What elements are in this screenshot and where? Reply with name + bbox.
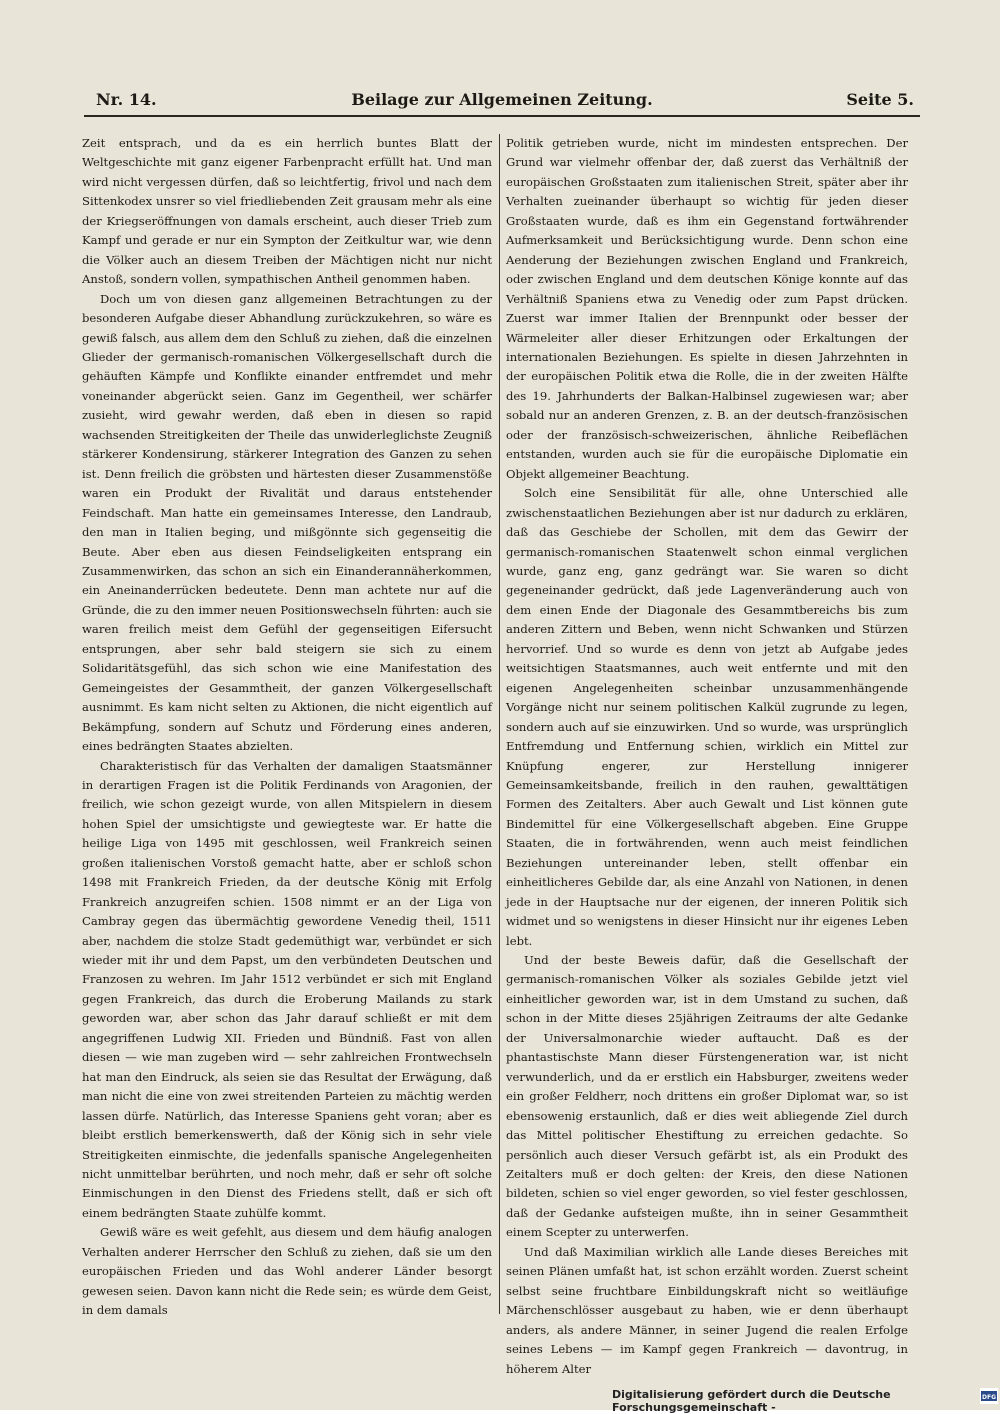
issue-number: Nr. 14.	[96, 90, 157, 109]
dfg-logo	[980, 1388, 998, 1404]
column-divider	[499, 134, 500, 1314]
paragraph: Und daß Maximilian wirklich alle Lande dieses Bereiches mit seinen Plänen umfaßt hat, ist schon erzählt worden. Zuerst scheint selbst seine fruchtbare Einbildungskraft nicht so weitläufige Märchenschlösser ausgebaut zu haben, wie er denn überhaupt anders, als andere Männer, in seiner Jugend die realen Erfolge seines Lebens — im Kampf gegen Frankreich — davontrug, in höherem Alter	[506, 1244, 908, 1376]
header-rule	[84, 115, 920, 117]
paragraph: Doch um von diesen ganz allgemeinen Betrachtungen zu der besonderen Aufgabe dieser Abhandlung zurückzukehren, so wäre es gewiß falsch, aus allem dem den Schluß zu ziehen, daß die einzelnen Glieder der germanisch-romanischen Völkergesellschaft durch die gehäuften Kämpfe und Konflikte einander entfremdet und mehr voneinander abgerückt seien. Ganz im Gegentheil, wer schärfer zusieht, wird gewahr werden, daß eben in diesen so rapid wachsenden Streitigkeiten der Theile das unwiderleglichste Zeugniß stärkerer Kondensirung, stärkerer Integration des Ganzen zu sehen ist. Denn freilich die gröbsten und härtesten dieser Zusammenstöße waren ein Produkt der Rivalität und daraus entstehender Feindschaft. Man hatte ein gemeinsames Interesse, den Landraub, den man in Italien beging, und mißgönnte sich gegenseitig die Beute. Aber eben aus diesen Feindseligkeiten entsprang ein Zusammenwirken, das schon an sich ein Einanderannäherkommen, ein Aneinanderrücken bedeutete. Denn man achtete nur auf die Gründe, die zu den immer neuen Positionswechseln führten: auch sie waren freilich meist dem Gefühl der gegenseitigen Eifersucht entsprungen, aber sehr bald steigern sie sich zu einem Solidaritätsgefühl, das sich schon wie eine Manifestation des Gemeingeistes der Gesammtheit, der ganzen Völkergesellschaft ausnimmt. Es kam nicht selten zu Aktionen, die nicht eigentlich auf Bekämpfung, sondern auf Schutz und Förderung eines anderen, eines bedrängten Staates abzielten.	[82, 291, 492, 754]
paragraph: Politik getrieben wurde, nicht im mindesten entsprechen. Der Grund war vielmehr offenbar der, daß zuerst das Verhältniß der europäischen Großstaaten zum italienischen Streit, später aber ihr Verhalten zueinander überhaupt so wichtig für jeden dieser Großstaaten wurde, daß es ihm ein Gegenstand fortwährender Aufmerksamkeit und Berücksichtigung wurde. Denn schon eine Aenderung der Beziehungen zwischen England und Frankreich, oder zwischen England und dem deutschen Könige konnte auf das Verhältniß Spaniens etwa zu Venedig oder zum Papst drücken. Zuerst war immer Italien der Brennpunkt oder besser der Wärmeleiter aller dieser Erhitzungen oder Erkaltungen der internationalen Beziehungen. Es spielte in diesen Jahrzehnten in der europäischen Politik etwa die Rolle, die in der zweiten Hälfte des 19. Jahrhunderts der Balkan-Halbinsel zugewiesen war; aber sobald nur an anderen Grenzen, z. B. an der deutsch-französischen oder der französisch-schweizerischen, ähnliche Reibeflächen entstanden, wurden auch sie für die europäische Diplomatie ein Objekt allgemeiner Beachtung.	[506, 136, 908, 481]
paragraph: Und der beste Beweis dafür, daß die Gesellschaft der germanisch-romanischen Völker als soziales Gebilde jetzt viel einheitlicher geworden war, ist in dem Umstand zu suchen, daß schon in der Mitte dieses 25jährigen Zeitraums der alte Gedanke der Universalmonarchie wieder auftaucht. Daß es der phantastischste Mann dieser Fürstengeneration war, ist nicht verwunderlich, und da er erstlich ein Habsburger, zweitens weder ein großer Feldherr, noch drittens ein großer Diplomat war, so ist ebensowenig erstaunlich, daß er dies weit abliegende Ziel durch das Mittel politischer Ehestiftung zu erreichen gedachte. So persönlich auch dieser Versuch gefärbt ist, als ein Produkt des Zeitalters muß er doch gelten: der Kreis, den diese Nationen bildeten, schien so viel enger geworden, so viel fester geschlossen, daß der Gedanke aufsteigen mußte, ihn in seiner Gesammtheit einem Scepter zu unterwerfen.	[506, 953, 908, 1240]
left-column	[82, 134, 492, 1318]
digitization-credit: Digitalisierung gefördert durch die Deutsche Forschungsgemeinschaft -	[612, 1388, 891, 1414]
right-column	[506, 134, 908, 1376]
page-number: Seite 5.	[846, 90, 914, 109]
paragraph: Charakteristisch für das Verhalten der damaligen Staatsmänner in derartigen Fragen ist die Politik Ferdinands von Aragonien, der freilich, wie schon gezeigt wurde, von allen Mitspielern in diesem hohen Spiel der umsichtigste und gewiegteste war. Er hatte die heilige Liga von 1495 mit geschlossen, weil Frankreich seinen großen italienischen Vorstoß gemacht hatte, aber er schloß schon 1498 mit Frankreich Frieden, da der deutsche König mit Erfolg Frankreich anzugreifen schien. 1508 nimmt er an der Liga von Cambray gegen das übermächtig gewordene Venedig theil, 1511 aber, nachdem die stolze Stadt gedemüthigt war, verbündet er sich wieder mit ihr und dem Papst, um den verbündeten Deutschen und Franzosen zu wehren. Im Jahr 1512 verbündet er sich mit England gegen Frankreich, das durch die Eroberung Mailands zu stark geworden war, aber schon das Jahr darauf schließt er mit dem angegriffenen Ludwig XII. Frieden und Bündniß. Fast von allen diesen — wie man zugeben wird — sehr zahlreichen Frontwechseln hat man den Eindruck, als seien sie das Resultat der Erwägung, daß man nicht die eine von zwei streitenden Parteien zu mächtig werden lassen dürfe. Natürlich, das Interesse Spaniens geht voran; aber es bleibt erstlich bemerkenswerth, daß der König sich in sehr viele Streitigkeiten einmischte, die jedenfalls spanische Angelegenheiten nicht unmittelbar berührten, und noch mehr, daß er sehr oft solche Einmischungen in den Dienst des Friedens stellt, daß er sich oft einem bedrängten Staate zuhülfe kommt.	[82, 758, 492, 1220]
paragraph: Zeit entsprach, und da es ein herrlich buntes Blatt der Weltgeschichte mit ganz eigener Farbenpracht erfüllt hat. Und man wird nicht vergessen dürfen, daß so leichtfertig, frivol und nach dem Sittenkodex unsrer so viel friedliebenden Zeit grausam mehr als eine der Kriegseröffnungen von damals erscheint, auch dieser Trieb zum Kampf und gerade er nur ein Sympton der Zeitkultur war, wie denn die Völker auch an diesem Treiben der Mächtigen nicht nur nicht Anstoß, sondern vollen, sympathischen Antheil genommen haben.	[82, 136, 492, 287]
publication-title: Beilage zur Allgemeinen Zeitung.	[351, 90, 653, 109]
paragraph: Gewiß wäre es weit gefehlt, aus diesem und dem häufig analogen Verhalten anderer Herrscher den Schluß zu ziehen, daß sie um den europäischen Frieden und das Wohl anderer Länder besorgt gewesen seien. Davon kann nicht die Rede sein; es würde dem Geist, in dem damals	[82, 1225, 492, 1318]
page-header	[84, 88, 920, 114]
paragraph: Solch eine Sensibilität für alle, ohne Unterschied alle zwischenstaatlichen Beziehungen aber ist nur dadurch zu erklären, daß das Geschiebe der Schollen, mit dem das Gewirr der germanisch-romanischen Staatenwelt schon einmal verglichen wurde, ganz eng, ganz gedrängt war. Sie waren so dicht gegeneinander gedrückt, daß jede Lagenveränderung auch von dem einen Ende der Diagonale des Gesammtbereichs bis zum anderen Zittern und Beben, wenn nicht Schwanken und Stürzen hervorrief. Und so wurde es denn von jetzt ab Aufgabe jedes weitsichtigen Staatsmannes, auch weit entfernte und mit den eigenen Angelegenheiten scheinbar unzusammenhängende Vorgänge nicht nur seinem politischen Kalkül zugrunde zu legen, sondern auch auf sie einzuwirken. Und so wurde, was ursprünglich Entfremdung und Entfernung schien, wirklich ein Mittel zur Knüpfung engerer, zur Herstellung innigerer Gemeinsamkeitsbande, freilich in den rauhen, gewalttätigen Formen des Zeitalters. Aber auch Gewalt und List können gute Bindemittel für eine Völkergesellschaft abgeben. Eine Gruppe Staaten, die in fortwährenden, wenn auch meist feindlichen Beziehungen untereinander leben, stellt offenbar ein einheitlicheres Gebilde dar, als eine Anzahl von Nationen, in denen jede in der Hauptsache nur der eigenen, der inneren Politik sich widmet und so wenigstens in dieser Hinsicht nur ihr eigenes Leben lebt.	[506, 486, 908, 948]
dfg-logo-text: DFG	[981, 1394, 997, 1401]
